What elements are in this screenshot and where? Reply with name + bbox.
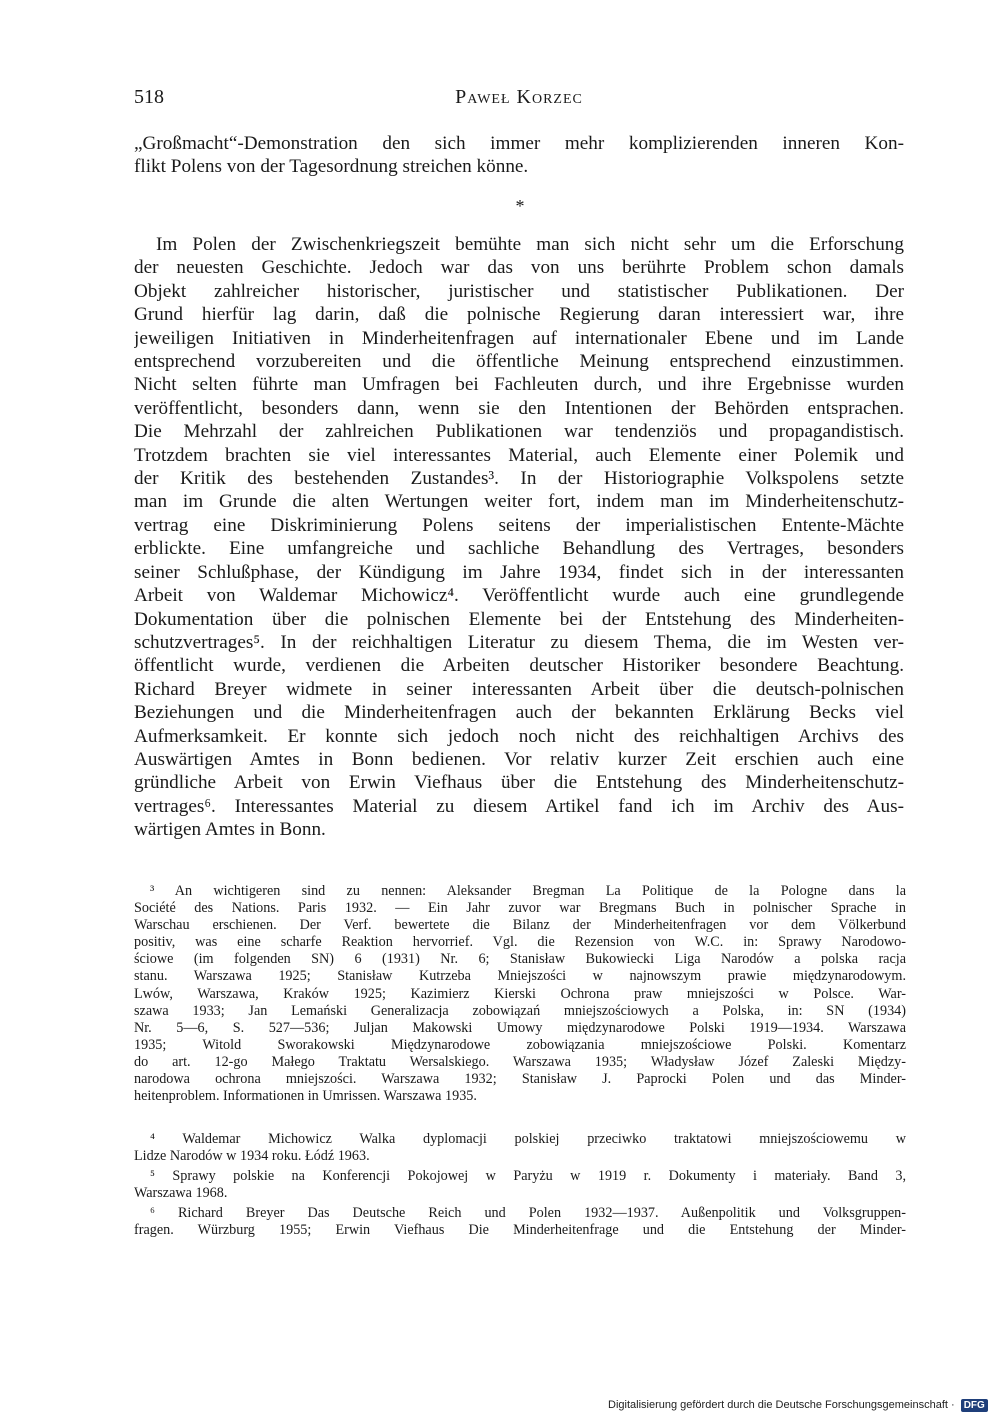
intro-paragraph	[134, 132, 904, 179]
text-line: jeweiligen Initiativen in Minderheitenfragen auf internationaler Ebene und im Lande	[134, 327, 904, 349]
footnote-line: heitenproblem. Informationen in Umrissen. Warszawa 1935.	[134, 1088, 477, 1105]
footnote-line: narodowa ochrona mniejszości. Warszawa 1932; Stanisław J. Paprocki Polen und das Minder-	[134, 1071, 906, 1088]
text-line: der Kritik des bestehenden Zustandes³. In der Historiographie Volkspolens setzte	[134, 468, 904, 490]
text-line: der neuesten Geschichte. Jedoch war das von uns berührte Problem schon damals	[134, 257, 904, 279]
footnote-6	[134, 1205, 906, 1239]
footnote-line: ściowe (im folgenden SN) 6 (1931) Nr. 6; Stanisław Bukowiecki Liga Narodów a polska racja	[134, 951, 906, 968]
text-line: seiner Schlußphase, der Kündigung im Jahre 1934, findet sich in der interessanten	[134, 561, 904, 583]
footnote-line: ⁶ Richard Breyer Das Deutsche Reich und Polen 1932—1937. Außenpolitik und Volksgruppen-	[150, 1205, 906, 1221]
text-line: wärtigen Amtes in Bonn.	[134, 819, 326, 841]
footnote-line: fragen. Würzburg 1955; Erwin Viefhaus Die Minderheitenfrage und die Entstehung der Minder-	[134, 1222, 906, 1239]
text-line: Beziehungen und die Minderheitenfragen auch der bekannten Erklärung Becks viel	[134, 702, 904, 724]
footnote-line: Lwów, Warszawa, Kraków 1925; Kazimierz Kierski Ochrona praw mniejszości w Polsce. War-	[134, 985, 906, 1002]
text-line: Dokumentation über die polnischen Elemente bei der Entstehung des Minderheiten-	[134, 608, 904, 630]
running-header	[134, 86, 904, 112]
main-paragraph	[134, 233, 904, 842]
text-line: Nicht selten führte man Umfragen bei Fachleuten durch, und ihre Ergebnisse wurden	[134, 374, 904, 396]
text-line: Grund hierfür lag darin, daß die polnische Regierung daran interessiert war, ihre	[134, 304, 904, 326]
text-line: schutzvertrages⁵. In der reichhaltigen Literatur zu diesem Thema, die im Westen ver-	[134, 631, 904, 653]
footnote-line: Lidze Narodów w 1934 roku. Łódź 1963.	[134, 1148, 370, 1165]
dfg-footer	[608, 1396, 1000, 1414]
footnote-line: Société des Nations. Paris 1932. — Ein Jahr zuvor war Bregmans Buch in polnischer Sprache in	[134, 900, 906, 917]
text-line: öffentlicht wurde, verdienen die Arbeiten deutscher Historiker besondere Beachtung.	[134, 655, 904, 677]
text-line: flikt Polens von der Tagesordnung streichen könne.	[134, 156, 529, 178]
text-line: Die Mehrzahl der zahlreichen Publikationen war tendenziös und propagandistisch.	[134, 421, 904, 443]
text-line: Auswärtigen Amtes in Bonn bedienen. Vor relativ kurzer Zeit erschien auch eine	[134, 748, 904, 770]
footnote-line: ³ An wichtigeren sind zu nennen: Aleksander Bregman La Politique de la Pologne dans la	[150, 883, 906, 899]
text-line: man im Grunde die alten Wertungen weiter fort, indem man im Minderheitenschutz-	[134, 491, 904, 513]
text-line: erblickte. Eine umfangreiche und sachliche Behandlung des Vertrages, besonders	[134, 538, 904, 560]
section-separator: *	[515, 196, 525, 216]
text-line: gründliche Arbeit von Erwin Viefhaus über die Entstehung des Minderheitenschutz-	[134, 772, 904, 794]
footnote-line: stanu. Warszawa 1925; Stanisław Kutrzeba Mniejszości w najnowszym prawie międzynarodowym.	[134, 968, 906, 985]
footnote-line: Nr. 5—6, S. 527—536; Juljan Makowski Umowy międzynarodowe Polski 1919—1934. Warszawa	[134, 1019, 906, 1036]
text-line: Trotzdem brachten sie viel interessantes Material, auch Elemente einer Polemik und	[134, 444, 904, 466]
footnote-line: szawa 1933; Jan Lemański Generalizacja zobowiązań mniejszościowych a Polska, in: SN (1934)	[134, 1002, 906, 1019]
footnote-line: Warszawa 1968.	[134, 1185, 228, 1202]
funding-notice: Digitalisierung gefördert durch die Deutsche Forschungsgemeinschaft ·	[608, 1399, 955, 1411]
footnote-line: ⁵ Sprawy polskie na Konferencji Pokojowej w Paryżu w 1919 r. Dokumenty i materiały. Band 3,	[150, 1168, 906, 1184]
running-head-author: Paweł Korzec	[455, 86, 583, 108]
footnote-line: do art. 12-go Małego Traktatu Wersalskiego. Warszawa 1935; Władysław Józef Zaleski Między-	[134, 1053, 906, 1070]
footnote-4	[134, 1131, 906, 1165]
footnote-3	[134, 883, 906, 1105]
page-number: 518	[134, 86, 164, 108]
text-line: Richard Breyer widmete in seiner interessanten Arbeit über die deutsch-polnischen	[134, 678, 904, 700]
dfg-logo: DFG	[961, 1399, 988, 1412]
footnote-line: 1935; Witold Sworakowski Międzynarodowe zobowiązania mniejszościowe Polski. Komentarz	[134, 1036, 906, 1053]
footnote-line: Warschau erschienen. Der Verf. bewertete die Bilanz der Minderheitenfragen vor dem Völkerbund	[134, 917, 906, 934]
footnote-line: ⁴ Waldemar Michowicz Walka dyplomacji polskiej przeciwko traktatowi mniejszościowemu w	[150, 1131, 906, 1147]
text-line: Objekt zahlreicher historischer, juristischer und statistischer Publikationen. Der	[134, 280, 904, 302]
text-line: entsprechend vorzubereiten und die öffentliche Meinung entsprechend einzustimmen.	[134, 351, 904, 373]
footnote-5	[134, 1168, 906, 1202]
text-line: vertrag eine Diskriminierung Polens seitens der imperialistischen Entente-Mächte	[134, 514, 904, 536]
text-line: veröffentlicht, besonders dann, wenn sie den Intentionen der Behörden entsprachen.	[134, 397, 904, 419]
text-line: vertrages⁶. Interessantes Material zu diesem Artikel fand ich im Archiv des Aus-	[134, 795, 904, 817]
text-line: Aufmerksamkeit. Er konnte sich jedoch noch nicht des reichhaltigen Archivs des	[134, 725, 904, 747]
text-line: Im Polen der Zwischenkriegszeit bemühte man sich nicht sehr um die Erforschung	[156, 234, 904, 255]
footnote-line: positiv, was eine scharfe Reaktion hervorrief. Vgl. die Rezension von W.C. in: Sprawy Narodowo-	[134, 934, 906, 951]
text-line: „Großmacht“-Demonstration den sich immer mehr komplizierenden inneren Kon-	[134, 133, 904, 154]
text-line: Arbeit von Waldemar Michowicz⁴. Veröffentlicht wurde auch eine grundlegende	[134, 585, 904, 607]
